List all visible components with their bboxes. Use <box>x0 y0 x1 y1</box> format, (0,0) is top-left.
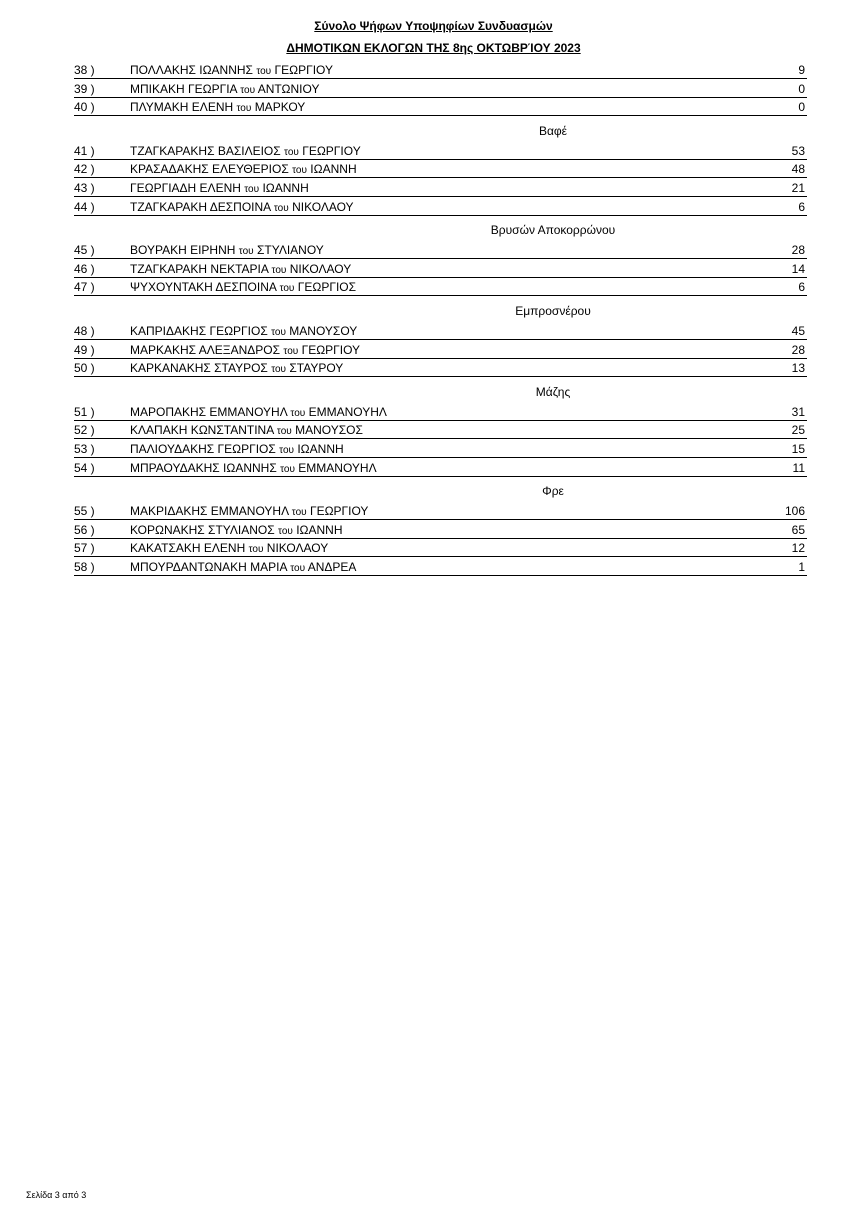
candidate-row <box>74 422 807 439</box>
candidate-number: 58 ) <box>74 559 95 574</box>
candidate-row <box>74 180 807 197</box>
candidate-surname-firstname: ΜΑΚΡΙΔΑΚΗΣ ΕΜΜΑΝΟΥΗΛ <box>130 504 289 519</box>
candidate-row <box>74 540 807 557</box>
candidate-row <box>74 81 807 98</box>
candidate-number: 47 ) <box>74 280 95 295</box>
candidate-name <box>130 279 356 297</box>
candidate-father-name: ΝΙΚΟΛΑΟΥ <box>266 541 329 556</box>
candidate-surname-firstname: ΚΑΡΚΑΝΑΚΗΣ ΣΤΑΥΡΟΣ <box>130 361 268 376</box>
candidate-number: 43 ) <box>74 180 95 195</box>
candidate-number: 57 ) <box>74 541 95 556</box>
candidate-votes: 9 <box>798 63 805 77</box>
candidate-father-name: ΙΩΑΝΝΗ <box>262 180 309 195</box>
candidate-number: 38 ) <box>74 63 95 77</box>
candidate-surname-firstname: ΠΛΥΜΑΚΗ ΕΛΕΝΗ <box>130 100 234 115</box>
candidate-number: 41 ) <box>74 143 95 158</box>
candidate-votes: 15 <box>791 441 805 456</box>
candidate-votes: 0 <box>798 81 805 96</box>
candidate-surname-firstname: ΓΕΩΡΓΙΑΔΗ ΕΛΕΝΗ <box>130 180 241 195</box>
candidate-votes: 53 <box>791 143 805 158</box>
candidate-number: 49 ) <box>74 342 95 357</box>
candidate-surname-firstname: ΜΠΟΥΡΔΑΝΤΩΝΑΚΗ ΜΑΡΙΑ <box>130 559 287 574</box>
candidate-votes: 11 <box>792 460 805 475</box>
candidate-father-name: ΣΤΥΛΙΑΝΟΥ <box>256 243 324 258</box>
patronymic-connector: του <box>240 84 256 96</box>
candidate-row <box>74 441 807 458</box>
candidate-row <box>74 559 807 576</box>
candidate-row <box>74 360 807 377</box>
candidate-number: 46 ) <box>74 261 95 276</box>
candidate-votes: 1 <box>798 559 805 574</box>
candidate-name <box>130 180 309 198</box>
candidate-surname-firstname: ΚΑΠΡΙΔΑΚΗΣ ΓΕΩΡΓΙΟΣ <box>130 323 268 338</box>
candidate-name <box>130 522 343 540</box>
candidate-father-name: ΝΙΚΟΛΑΟΥ <box>292 199 354 214</box>
patronymic-connector: του <box>290 407 306 419</box>
candidate-father-name: ΜΑΝΟΥΣΟΣ <box>295 423 363 438</box>
section-heading: Βαφέ <box>538 123 568 138</box>
candidate-name <box>130 360 343 378</box>
candidate-name <box>130 242 324 260</box>
candidate-father-name: ΕΜΜΑΝΟΥΗΛ <box>308 404 387 419</box>
candidate-row <box>74 460 807 477</box>
candidate-number: 42 ) <box>74 162 95 177</box>
candidate-father-name: ΓΕΩΡΓΙΟΥ <box>302 143 361 158</box>
page-footer: Σελίδα 3 από 3 <box>26 1190 87 1200</box>
candidate-surname-firstname: ΚΑΚΑΤΣΑΚΗ ΕΛΕΝΗ <box>130 541 246 556</box>
candidate-number: 48 ) <box>74 323 95 338</box>
candidate-father-name: ΕΜΜΑΝΟΥΗΛ <box>298 460 377 475</box>
patronymic-connector: του <box>244 183 260 195</box>
candidate-father-name: ΑΝΤΩΝΙΟΥ <box>257 81 320 96</box>
candidate-name <box>130 62 333 80</box>
candidate-row <box>74 342 807 359</box>
candidate-votes: 12 <box>791 541 805 556</box>
candidate-votes: 31 <box>791 404 805 419</box>
candidate-father-name: ΣΤΑΥΡΟΥ <box>289 361 344 376</box>
candidate-father-name: ΓΕΩΡΓΙΟΥ <box>274 63 333 77</box>
candidate-name <box>130 559 356 577</box>
page-subtitle: ΔΗΜΟΤΙΚΩΝ ΕΚΛΟΓΩΝ ΤΗΣ 8ης ΟΚΤΩΒΡΊΟΥ 2023 <box>286 41 581 55</box>
candidate-row <box>74 161 807 178</box>
patronymic-connector: του <box>280 463 295 475</box>
candidate-votes: 25 <box>791 423 805 438</box>
candidate-name <box>130 161 357 179</box>
candidate-votes: 0 <box>798 100 805 115</box>
patronymic-connector: του <box>279 283 295 295</box>
candidate-row <box>74 62 807 79</box>
candidate-name <box>130 441 344 459</box>
candidate-votes: 106 <box>784 504 805 519</box>
candidate-father-name: ΙΩΑΝΝΗ <box>310 162 357 177</box>
patronymic-connector: του <box>278 525 293 537</box>
candidate-number: 44 ) <box>74 199 95 214</box>
candidate-surname-firstname: ΤΖΑΓΚΑΡΑΚΗΣ ΒΑΣΙΛΕΙΟΣ <box>130 143 281 158</box>
candidate-votes: 28 <box>791 342 805 357</box>
candidate-number: 53 ) <box>74 441 95 456</box>
candidate-surname-firstname: ΚΡΑΣΑΔΑΚΗΣ ΕΛΕΥΘΕΡΙΟΣ <box>130 162 289 177</box>
candidate-row <box>74 242 807 259</box>
candidate-number: 45 ) <box>74 243 95 258</box>
candidate-name <box>130 460 377 478</box>
candidate-surname-firstname: ΨΥΧΟΥΝΤΑΚΗ ΔΕΣΠΟΙΝΑ <box>130 280 277 295</box>
candidate-votes: 14 <box>791 261 805 276</box>
candidate-votes: 48 <box>791 162 805 177</box>
candidate-surname-firstname: ΒΟΥΡΑΚΗ ΕΙΡΗΝΗ <box>130 243 236 258</box>
candidate-surname-firstname: ΤΖΑΓΚΑΡΑΚΗ ΝΕΚΤΑΡΙΑ <box>130 261 269 276</box>
patronymic-connector: του <box>283 345 299 357</box>
section-heading: Φρε <box>542 484 564 499</box>
section-heading: Μάζης <box>535 384 571 399</box>
candidate-number: 51 ) <box>74 404 95 419</box>
candidate-surname-firstname: ΜΑΡΚΑΚΗΣ ΑΛΕΞΑΝΔΡΟΣ <box>130 342 281 357</box>
candidate-name <box>130 261 351 279</box>
candidate-votes: 28 <box>791 243 805 258</box>
candidate-father-name: ΓΕΩΡΓΙΟΥ <box>301 342 361 357</box>
candidate-votes: 45 <box>791 323 805 338</box>
candidate-father-name: ΓΕΩΡΓΙΟΥ <box>309 504 369 519</box>
candidate-number: 56 ) <box>74 522 95 537</box>
patronymic-connector: του <box>291 507 307 519</box>
candidate-name <box>130 323 357 341</box>
candidate-name <box>130 99 305 117</box>
candidate-name <box>130 81 319 99</box>
candidate-surname-firstname: ΚΛΑΠΑΚΗ ΚΩΝΣΤΑΝΤΙΝΑ <box>130 423 274 438</box>
patronymic-connector: του <box>292 165 307 177</box>
candidate-surname-firstname: ΠΑΛΙΟΥΔΑΚΗΣ ΓΕΩΡΓΙΟΣ <box>130 441 276 456</box>
candidate-votes: 6 <box>798 280 805 295</box>
candidate-row <box>74 261 807 278</box>
patronymic-connector: του <box>276 426 292 438</box>
candidate-father-name: ΝΙΚΟΛΑΟΥ <box>289 261 352 276</box>
candidate-votes: 13 <box>791 361 805 376</box>
candidate-father-name: ΙΩΑΝΝΗ <box>296 522 343 537</box>
candidate-votes: 6 <box>798 199 805 214</box>
patronymic-connector: του <box>256 66 272 77</box>
candidate-number: 39 ) <box>74 81 95 96</box>
candidate-surname-firstname: ΜΑΡΟΠΑΚΗΣ ΕΜΜΑΝΟΥΗΛ <box>130 404 288 419</box>
candidate-votes: 21 <box>791 180 805 195</box>
candidate-row <box>74 143 807 160</box>
candidate-votes: 65 <box>791 522 805 537</box>
candidate-father-name: ΑΝΔΡΕΑ <box>307 559 357 574</box>
candidate-name <box>130 199 354 217</box>
patronymic-connector: του <box>248 544 264 556</box>
patronymic-connector: του <box>236 103 252 115</box>
candidate-surname-firstname: ΤΖΑΓΚΑΡΑΚΗ ΔΕΣΠΟΙΝΑ <box>130 199 271 214</box>
candidate-row <box>74 279 807 296</box>
page-title: Σύνολο Ψήφων Υποψηφίων Συνδυασμών <box>314 19 553 33</box>
candidate-row <box>74 404 807 421</box>
patronymic-connector: του <box>271 364 287 376</box>
candidate-row <box>74 522 807 539</box>
patronymic-connector: του <box>271 326 286 338</box>
section-heading: Εμπροσνέρου <box>515 303 591 318</box>
candidate-name <box>130 422 363 440</box>
candidate-row <box>74 199 807 216</box>
candidate-name <box>130 143 361 161</box>
candidate-surname-firstname: ΜΠΙΚΑΚΗ ΓΕΩΡΓΙΑ <box>130 81 237 96</box>
candidate-surname-firstname: ΠΟΛΛΑΚΗΣ ΙΩΑΝΝΗΣ <box>130 63 253 77</box>
candidate-number: 52 ) <box>74 423 95 438</box>
candidate-father-name: ΜΑΡΚΟΥ <box>254 100 306 115</box>
candidate-number: 50 ) <box>74 361 95 376</box>
candidate-surname-firstname: ΜΠΡΑΟΥΔΑΚΗΣ ΙΩΑΝΝΗΣ <box>130 460 277 475</box>
patronymic-connector: του <box>271 264 287 276</box>
candidate-surname-firstname: ΚΟΡΩΝΑΚΗΣ ΣΤΥΛΙΑΝΟΣ <box>130 522 275 537</box>
candidate-number: 40 ) <box>74 100 95 115</box>
section-heading: Βρυσών Αποκορρώνου <box>490 223 616 238</box>
candidate-father-name: ΜΑΝΟΥΣΟΥ <box>289 323 358 338</box>
candidate-father-name: ΓΕΩΡΓΙΟΣ <box>297 280 357 295</box>
candidate-number: 54 ) <box>74 460 95 475</box>
candidate-name <box>130 503 368 521</box>
patronymic-connector: του <box>279 444 294 456</box>
results-list <box>74 62 807 577</box>
patronymic-connector: του <box>238 246 254 258</box>
candidate-row <box>74 323 807 340</box>
candidate-father-name: ΙΩΑΝΝΗ <box>297 441 344 456</box>
candidate-row <box>74 99 807 116</box>
candidate-name <box>130 540 328 558</box>
candidate-name <box>130 404 387 422</box>
patronymic-connector: του <box>284 146 299 158</box>
candidate-name <box>130 342 360 360</box>
candidate-number: 55 ) <box>74 504 95 519</box>
patronymic-connector: του <box>273 202 289 214</box>
patronymic-connector: του <box>290 562 306 574</box>
candidate-row <box>74 503 807 520</box>
